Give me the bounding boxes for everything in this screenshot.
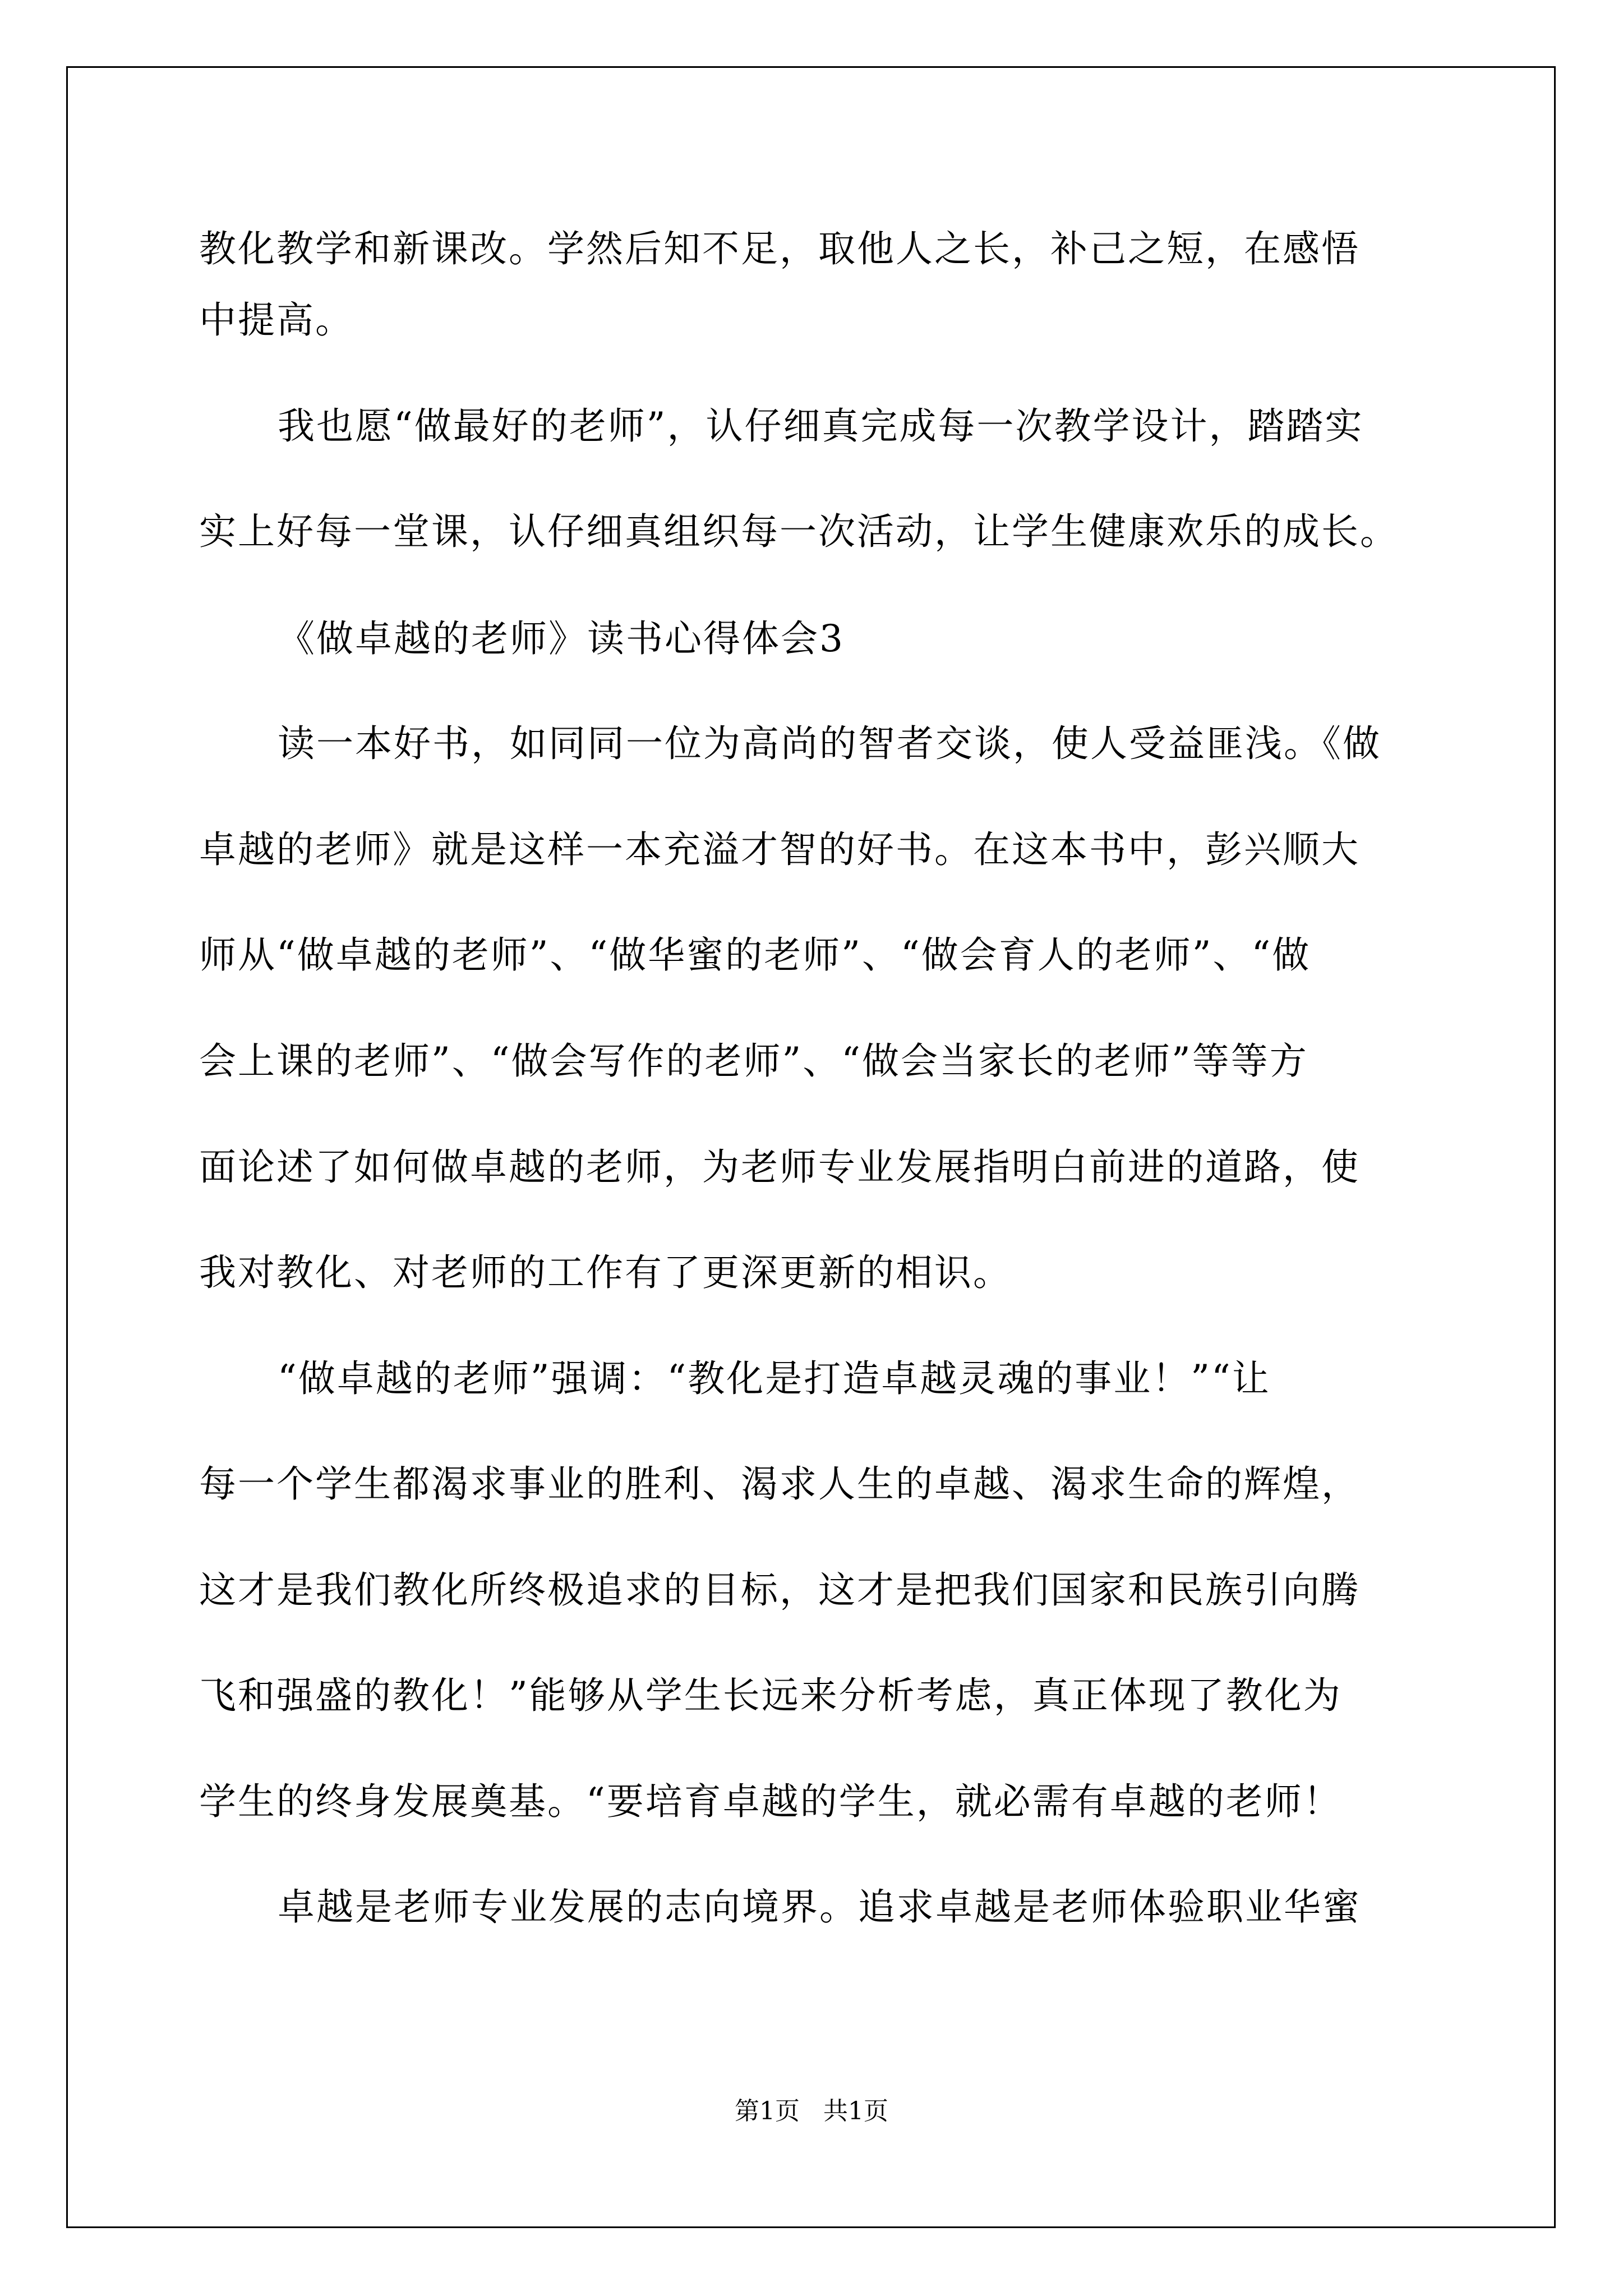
body-line-17: 卓越是老师专业发展的志向境界。追求卓越是老师体验职业华蜜 <box>278 1885 1361 1929</box>
section-heading: 《做卓越的老师》读书心得体会3 <box>278 617 845 660</box>
body-line-14: 这才是我们教化所终极追求的目标，这才是把我们国家和民族引向腾 <box>199 1568 1360 1612</box>
body-line-16: 学生的终身发展奠基。“要培育卓越的学生，就必需有卓越的老师！ <box>199 1780 1342 1823</box>
body-line-6: 读一本好书，如同同一位为高尚的智者交谈，使人受益匪浅。《做 <box>278 722 1381 765</box>
page-footer: 第1页 共1页 <box>735 2097 888 2125</box>
body-line-11: 我对教化、对老师的工作有了更深更新的相识。 <box>199 1251 1012 1294</box>
body-line-2: 中提高。 <box>199 298 354 342</box>
body-line-8: 师从“做卓越的老师”、“做华蜜的老师”、“做会育人的老师”、“做 <box>199 933 1311 977</box>
body-line-1: 教化教学和新课改。学然后知不足，取他人之长，补己之短，在感悟 <box>199 227 1360 270</box>
body-line-15: 飞和强盛的教化！”能够从学生长远来分析考虑，真正体现了教化为 <box>199 1674 1342 1717</box>
body-line-7: 卓越的老师》就是这样一本充溢才智的好书。在这本书中，彭兴顺大 <box>199 828 1360 871</box>
body-line-3: 我也愿“做最好的老师”，认仔细真完成每一次教学设计，踏踏实 <box>278 404 1364 448</box>
body-line-13: 每一个学生都渴求事业的胜利、渴求人生的卓越、渴求生命的辉煌， <box>199 1462 1360 1506</box>
body-line-12: “做卓越的老师”强调：“教化是打造卓越灵魂的事业！”“让 <box>278 1357 1271 1400</box>
body-line-10: 面论述了如何做卓越的老师，为老师专业发展指明白前进的道路，使 <box>199 1145 1360 1189</box>
body-line-4: 实上好每一堂课，认仔细真组织每一次活动，让学生健康欢乐的成长。 <box>199 510 1399 553</box>
body-line-9: 会上课的老师”、“做会写作的老师”、“做会当家长的老师”等等方 <box>199 1039 1308 1083</box>
